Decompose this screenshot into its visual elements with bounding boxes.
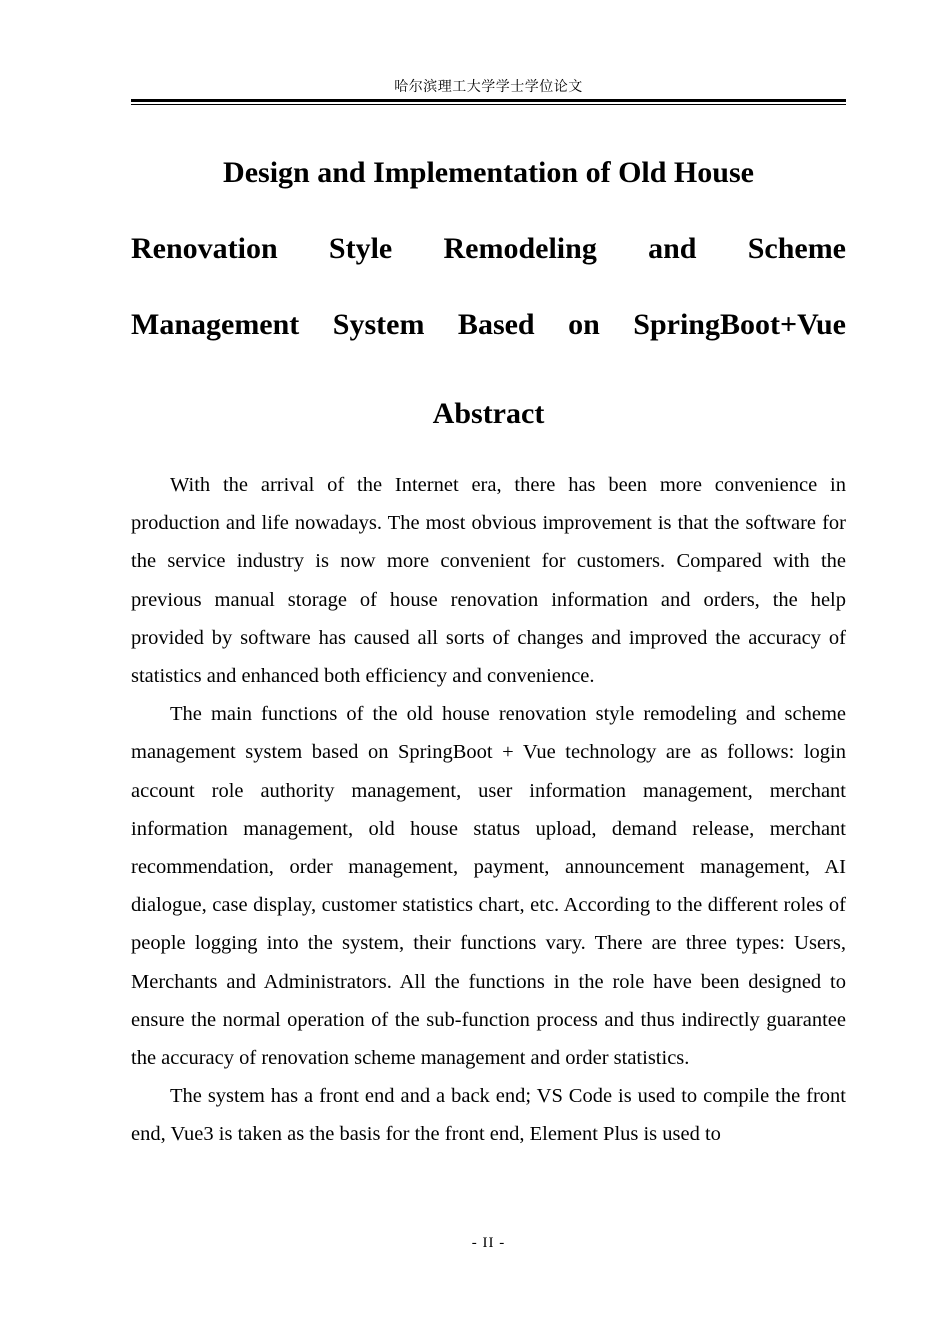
abstract-paragraph-3: The system has a front end and a back end; VS Code is used to compile the front end, Vue3 is taken as the basis for the front end, Element Plus is used to [131, 1085, 846, 1146]
title-line-3: Management System Based on SpringBoot+Vue [131, 308, 846, 341]
abstract-heading: Abstract [432, 397, 545, 430]
running-header: 哈尔滨理工大学学士学位论文 [394, 80, 583, 95]
title-line-2: Renovation Style Remodeling and Scheme [131, 232, 846, 265]
header-rule-thin [131, 104, 846, 105]
abstract-body [131, 466, 846, 1154]
abstract-paragraph-2: The main functions of the old house renovation style remodeling and scheme management system based on SpringBoot + Vue technology are as follows: login account role authority management, user information management, merchant information management, old house status upload, demand release, merchant recommendation, order management, payment, announcement management, AI dialogue, case display, customer statistics chart, etc. According to the different roles of people logging into the system, their functions vary. There are three types: Users, Merchants and Administrators. All the functions in the role have been designed to ensure the normal operation of the sub-function process and thus indirectly guarantee the accuracy of renovation scheme management and order statistics. [131, 703, 846, 1070]
title-line-1: Design and Implementation of Old House [223, 156, 754, 189]
abstract-paragraph-1: With the arrival of the Internet era, there has been more convenience in production and life nowadays. The most obvious improvement is that the software for the service industry is now more convenient for customers. Compared with the previous manual storage of house renovation information and orders, the help provided by software has caused all sorts of changes and improved the accuracy of statistics and enhanced both efficiency and convenience. [131, 474, 846, 688]
header-rule-thick [131, 99, 846, 102]
page-number: - II - [471, 1235, 506, 1251]
